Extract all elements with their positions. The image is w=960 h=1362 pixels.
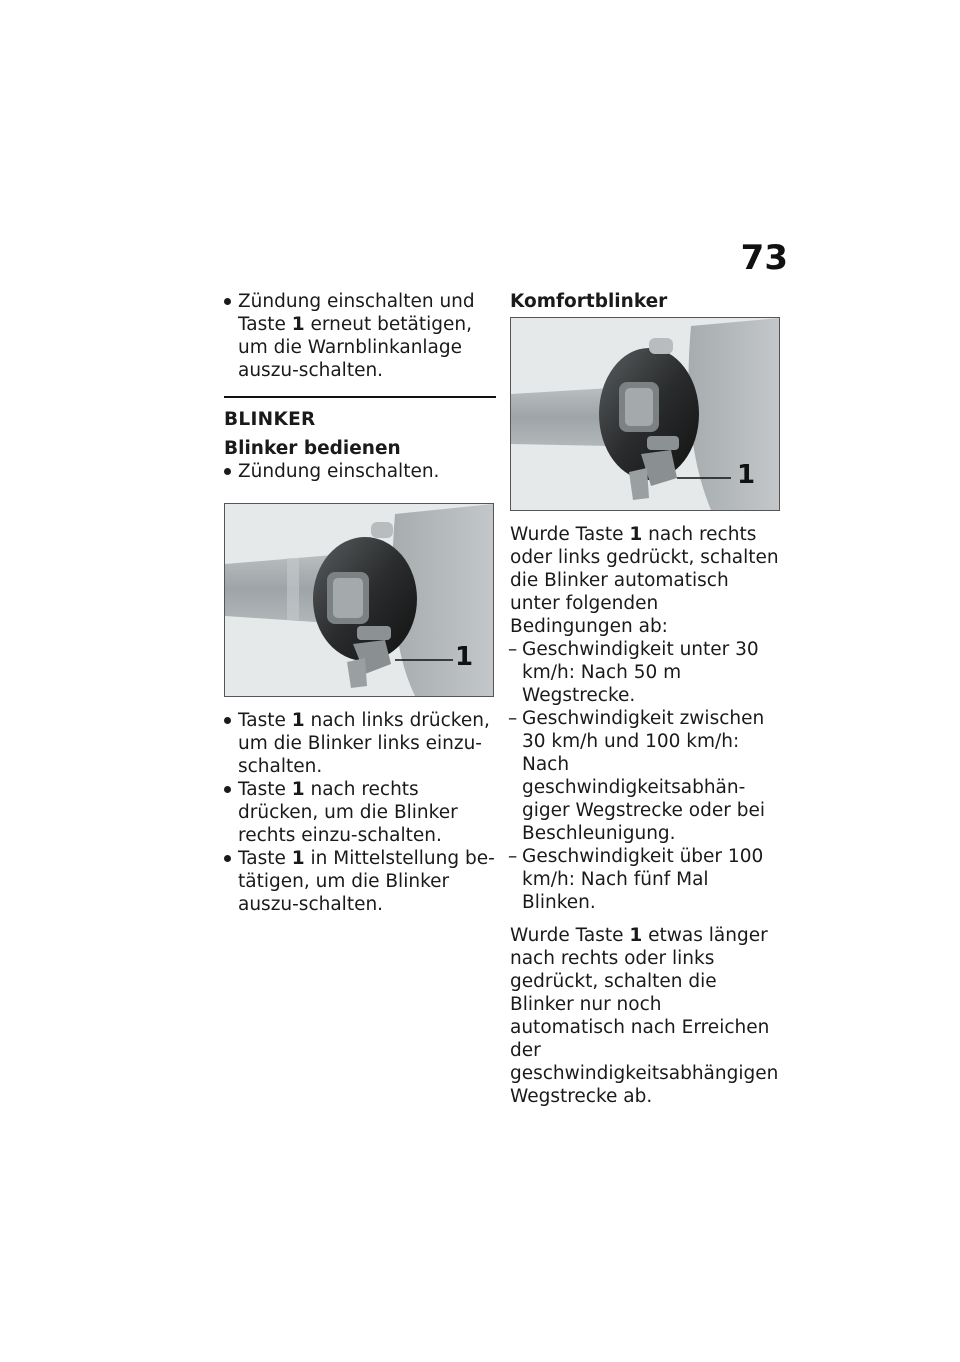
key-ref: 1 bbox=[291, 848, 305, 869]
handlebar-switch-figure bbox=[224, 503, 494, 697]
key-ref: 1 bbox=[629, 524, 643, 545]
left-column bbox=[224, 290, 496, 916]
condition-item: – Geschwindigkeit über 100 km/h: Nach fünf Mal Blinken. bbox=[510, 845, 782, 914]
callout-number: 1 bbox=[737, 460, 756, 490]
comfort-long-press: Wurde Taste 1 etwas länger nach rechts oder links gedrückt, schalten die Blinker nur noch automatisch nach Erreichen der geschwindigkeitsabhängigen Wegstrecke ab. bbox=[510, 925, 779, 1107]
comfort-intro: Wurde Taste 1 nach rechts oder links gedrückt, schalten die Blinker automatisch unter folgenden Bedingungen ab: bbox=[510, 524, 779, 637]
turn-left-step: Taste 1 nach links drücken, um die Blinker links einzu-schalten. bbox=[224, 709, 496, 778]
warn-off-step: Zündung einschalten und Taste 1 erneut betätigen, um die Warnblinkanlage auszu-schalten. bbox=[224, 290, 496, 382]
section-divider bbox=[224, 396, 496, 398]
key-ref: 1 bbox=[291, 710, 305, 731]
handlebar-switch-illustration bbox=[225, 504, 493, 696]
condition-item: – Geschwindigkeit unter 30 km/h: Nach 50 m Wegstrecke. bbox=[510, 638, 782, 707]
right-column bbox=[510, 290, 782, 1108]
comfort-switch-figure bbox=[510, 317, 780, 511]
sub-title: Blinker bedienen bbox=[224, 438, 401, 459]
page-number: 73 bbox=[740, 238, 788, 278]
section-title: BLINKER bbox=[224, 409, 316, 430]
turn-off-step: Taste 1 in Mittelstellung be-tätigen, um die Blinker auszu-schalten. bbox=[224, 847, 496, 916]
turn-right-step: Taste 1 nach rechts drücken, um die Blinker rechts einzu-schalten. bbox=[224, 778, 496, 847]
key-ref: 1 bbox=[291, 314, 305, 335]
key-ref: 1 bbox=[291, 779, 305, 800]
callout-number: 1 bbox=[455, 642, 474, 672]
ignition-step: Zündung einschalten. bbox=[224, 460, 496, 483]
condition-item: – Geschwindigkeit zwischen 30 km/h und 100 km/h: Nach geschwindigkeitsabhän-giger Wegstrecke oder bei Beschleunigung. bbox=[510, 707, 782, 845]
key-ref: 1 bbox=[629, 925, 643, 946]
comfort-title: Komfortblinker bbox=[510, 291, 668, 312]
